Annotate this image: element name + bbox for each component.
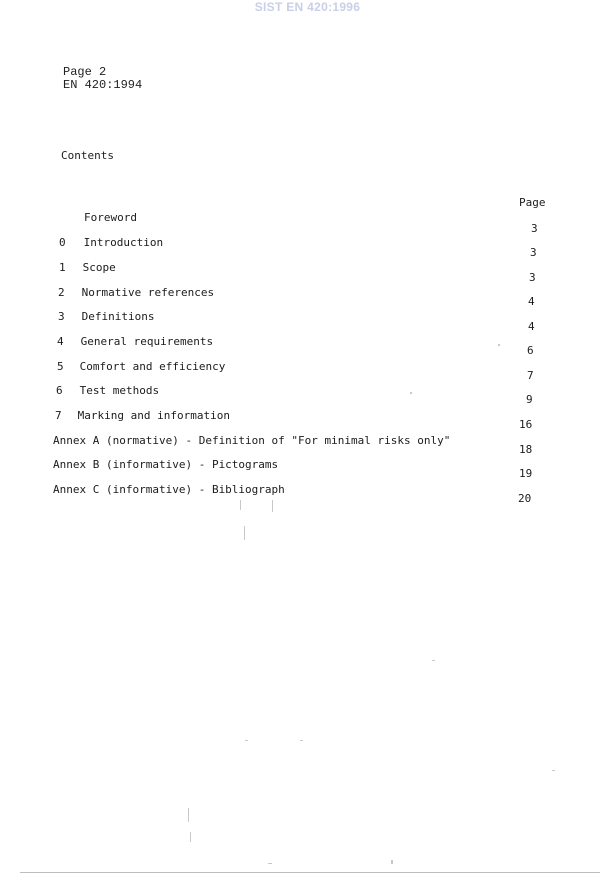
toc-entry-number: 3 — [58, 310, 65, 323]
toc-entry-number: 4 — [57, 335, 64, 348]
toc-entry-number: 2 — [58, 286, 65, 299]
scan-speck — [268, 863, 272, 864]
toc-page-number: 4 — [528, 295, 535, 308]
scan-speck — [245, 740, 248, 741]
scan-speck — [188, 808, 189, 822]
toc-entry-introduction — [59, 237, 163, 249]
toc-entry-number: 6 — [56, 384, 63, 397]
scan-speck — [552, 770, 555, 771]
toc-entry-general-requirements — [57, 336, 213, 348]
toc-entry-title: Definitions — [81, 310, 155, 323]
scan-edge-line — [20, 872, 600, 873]
toc-entry-annex-b — [53, 459, 278, 471]
scan-speck — [190, 832, 191, 842]
toc-page-number: 3 — [529, 271, 536, 284]
toc-entry-comfort-and-efficiency — [57, 361, 225, 373]
toc-entry-title: Annex C (informative) - Bibliograph — [53, 483, 285, 496]
toc-entry-normative-references — [58, 287, 214, 299]
toc-page-number: 18 — [519, 443, 533, 456]
toc-entry-title: Normative references — [81, 286, 215, 299]
toc-entry-foreword — [84, 212, 137, 224]
toc-entry-title: Annex A (normative) - Definition of "For minimal risks only" — [53, 434, 451, 447]
toc-entry-annex-c — [53, 484, 285, 496]
toc-page-number: 3 — [530, 246, 537, 259]
toc-entry-definitions — [58, 311, 154, 323]
toc-entry-number: 1 — [59, 261, 66, 274]
toc-entry-scope — [59, 262, 116, 274]
toc-entry-test-methods — [56, 385, 159, 397]
toc-entry-annex-a — [53, 435, 450, 447]
scan-speck — [432, 660, 435, 661]
toc-page-number: 3 — [531, 222, 538, 235]
toc-entry-title: Foreword — [84, 211, 137, 224]
toc-page-number: 19 — [519, 467, 533, 480]
toc-entry-title: General requirements — [80, 335, 214, 348]
toc-page-number: 16 — [519, 418, 533, 431]
scan-speck — [244, 526, 245, 540]
toc-entry-title: Annex B (informative) - Pictograms — [53, 458, 279, 471]
toc-entry-number: 5 — [57, 360, 64, 373]
standard-number: EN 420:1994 — [63, 78, 143, 92]
scan-speck — [498, 344, 500, 346]
toc-page-number: 9 — [526, 393, 533, 406]
toc-entry-title: Marking and information — [77, 409, 230, 422]
toc-entry-title: Test methods — [79, 384, 160, 397]
scan-speck — [272, 500, 273, 512]
page-column-label: Page — [519, 196, 546, 209]
toc-entry-title: Introduction — [83, 236, 164, 249]
scan-speck — [300, 740, 303, 741]
toc-entry-number: 0 — [59, 236, 66, 249]
watermark: SIST EN 420:1996 — [254, 0, 361, 14]
contents-title: Contents — [61, 149, 114, 162]
toc-page-number: 4 — [528, 320, 535, 333]
toc-page-number: 6 — [527, 344, 534, 357]
page-label: Page 2 — [63, 65, 107, 79]
toc-entry-marking-and-information — [55, 410, 230, 422]
toc-entry-number: 7 — [55, 409, 62, 422]
toc-page-number: 20 — [518, 492, 532, 505]
toc-entry-title: Comfort and efficiency — [79, 360, 226, 373]
scan-speck — [391, 860, 393, 864]
toc-entry-title: Scope — [82, 261, 116, 274]
scan-speck — [410, 392, 412, 394]
scan-speck — [240, 500, 241, 510]
toc-page-number: 7 — [527, 369, 534, 382]
